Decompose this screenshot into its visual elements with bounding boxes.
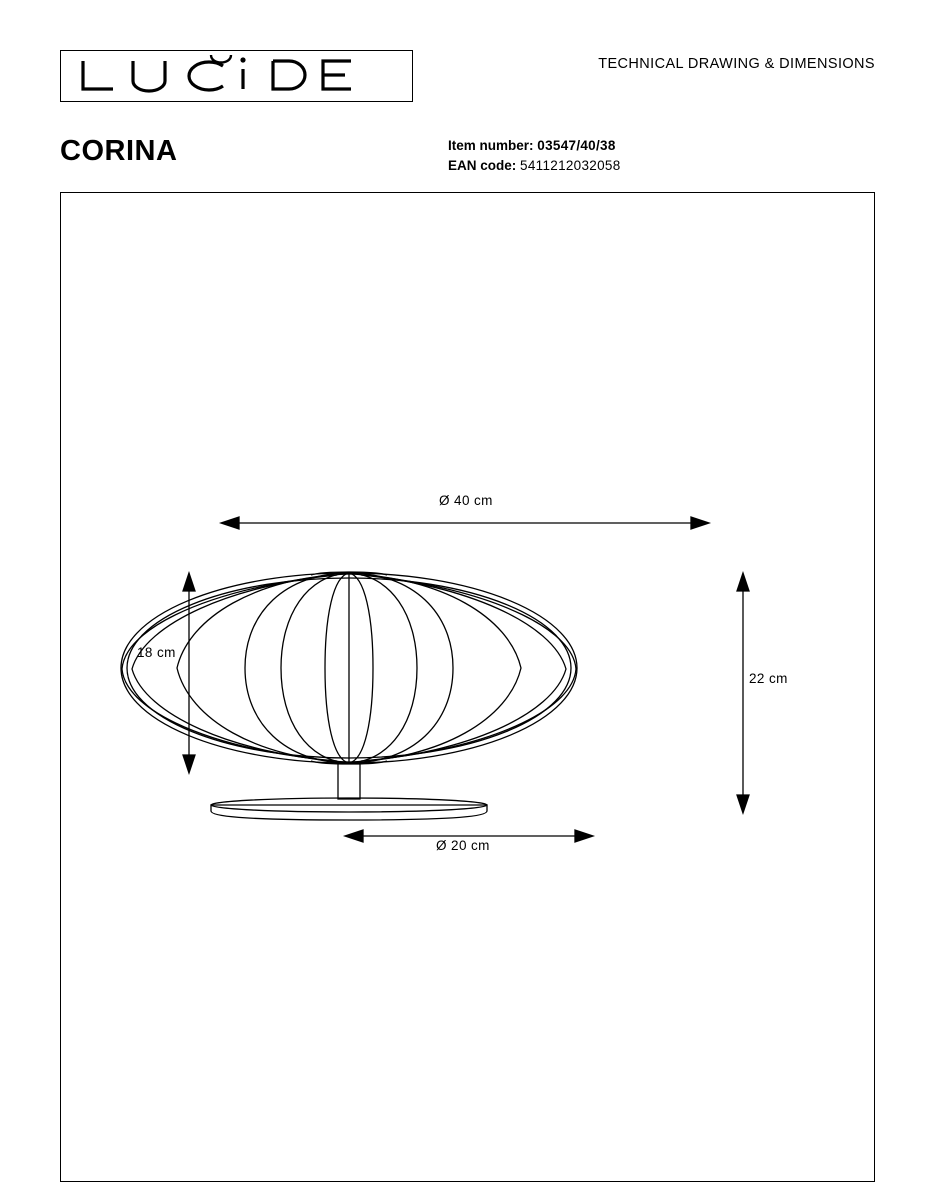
lucide-logo — [60, 50, 413, 102]
dimension-label-height-right: 22 cm — [749, 671, 788, 686]
item-number-row — [448, 136, 621, 156]
dimension-width-top — [221, 517, 709, 529]
page-title: CORINA — [60, 135, 178, 167]
dimension-label-height-left: 18 cm — [137, 645, 176, 660]
technical-drawing — [61, 193, 874, 1181]
dimension-height-right — [737, 573, 749, 813]
item-number-value: 03547/40/38 — [537, 138, 616, 153]
page-header — [60, 50, 875, 102]
dimension-label-width-top: Ø 40 cm — [439, 493, 493, 508]
item-number-label: Item number: — [448, 138, 534, 153]
drawing-frame — [60, 192, 875, 1182]
ean-row — [448, 156, 621, 176]
lamp-base-illustration — [211, 763, 487, 820]
product-meta — [448, 136, 621, 176]
logo-arc-icon — [211, 55, 231, 63]
logo-dot-icon — [240, 57, 245, 62]
dimension-label-base-bottom: Ø 20 cm — [436, 838, 490, 853]
lucide-logo-icon — [61, 51, 411, 100]
header-title: TECHNICAL DRAWING & DIMENSIONS — [598, 56, 875, 72]
dimension-height-left — [183, 573, 195, 773]
ean-label: EAN code: — [448, 158, 517, 173]
ean-value: 5411212032058 — [520, 158, 621, 173]
